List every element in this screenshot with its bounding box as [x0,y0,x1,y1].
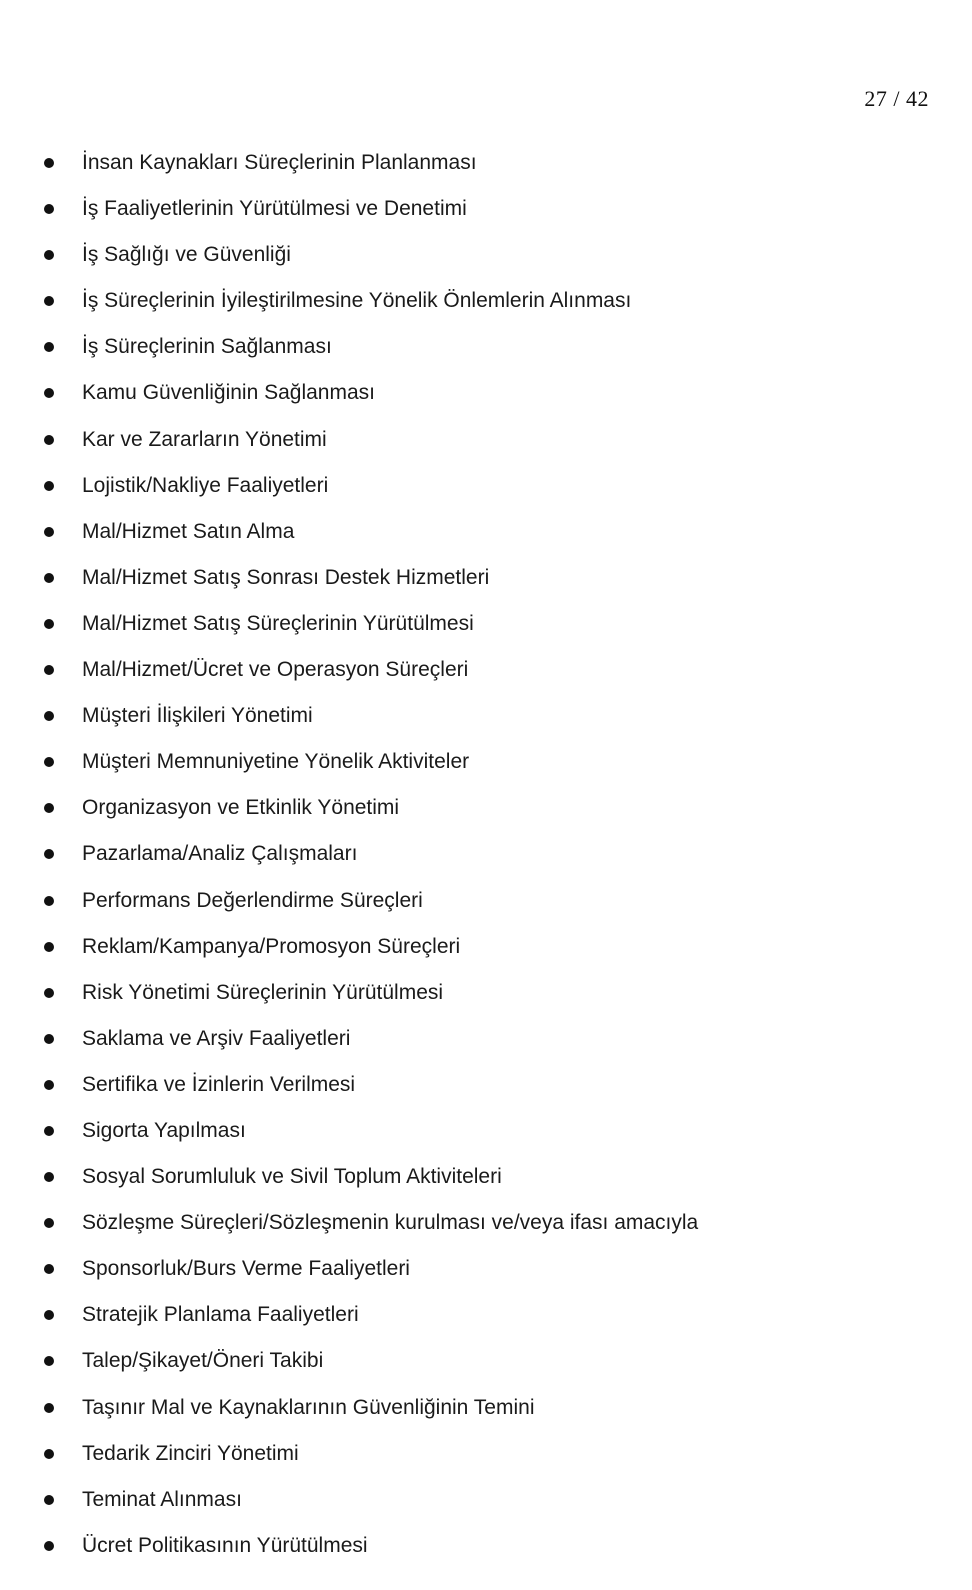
bullet-icon [44,388,54,398]
list-item [0,970,972,1016]
list-item [0,232,972,278]
list-item [0,1338,972,1384]
list-item-text: Teminat Alınması [82,1487,242,1511]
list-item-text: Mal/Hizmet Satış Süreçlerinin Yürütülmesi [82,611,474,635]
list-item-text: Sponsorluk/Burs Verme Faaliyetleri [82,1257,410,1281]
bullet-icon [44,849,54,859]
list-item [0,1431,972,1477]
list-item [0,831,972,877]
list-item [0,1523,972,1569]
list-item-text: Ücret Politikasının Yürütülmesi [82,1533,368,1557]
list-item [0,278,972,324]
list-item-text: Müşteri Memnuniyetine Yönelik Aktiviteler [82,750,470,774]
list-item-text: Mal/Hizmet/Ücret ve Operasyon Süreçleri [82,658,469,682]
bullet-icon [44,1449,54,1459]
bullet-icon [44,481,54,491]
list-item-text: Müşteri İlişkileri Yönetimi [82,704,313,728]
list-item-text: İş Süreçlerinin Sağlanması [82,335,332,359]
bullet-icon [44,1495,54,1505]
bullet-icon [44,342,54,352]
list-item-text: Saklama ve Arşiv Faaliyetleri [82,1026,351,1050]
list-item [0,1154,972,1200]
list-item [0,555,972,601]
bullet-icon [44,158,54,168]
list-item-text: Kamu Güvenliğinin Sağlanması [82,381,375,405]
list-item-text: Sertifika ve İzinlerin Verilmesi [82,1072,356,1096]
bullet-icon [44,250,54,260]
bullet-list [0,140,972,1569]
bullet-icon [44,1403,54,1413]
bullet-icon [44,296,54,306]
list-item [0,785,972,831]
page-number [864,86,929,112]
list-item-text: Pazarlama/Analiz Çalışmaları [82,842,358,866]
list-item-text: Sosyal Sorumluluk ve Sivil Toplum Aktiviteleri [82,1165,502,1189]
bullet-icon [44,527,54,537]
list-item-text: Kar ve Zararların Yönetimi [82,427,327,451]
list-item [0,1200,972,1246]
list-item-text: Reklam/Kampanya/Promosyon Süreçleri [82,934,461,958]
list-item [0,324,972,370]
list-item [0,1246,972,1292]
list-item [0,1477,972,1523]
list-item [0,647,972,693]
list-item [0,186,972,232]
bullet-icon [44,435,54,445]
page-separator: / [893,86,900,111]
list-item [0,140,972,186]
list-item-text: Taşınır Mal ve Kaynaklarının Güvenliğinin Temini [82,1395,535,1419]
list-item [0,1016,972,1062]
bullet-icon [44,1080,54,1090]
bullet-icon [44,1356,54,1366]
bullet-icon [44,1218,54,1228]
list-item [0,878,972,924]
list-item [0,601,972,647]
list-item [0,1385,972,1431]
bullet-icon [44,1172,54,1182]
bullet-icon [44,1264,54,1274]
bullet-icon [44,1310,54,1320]
bullet-icon [44,757,54,767]
bullet-icon [44,573,54,583]
list-item [0,739,972,785]
list-item-text: Mal/Hizmet Satın Alma [82,519,295,543]
list-item-text: İnsan Kaynakları Süreçlerinin Planlanması [82,151,477,174]
list-item-text: Lojistik/Nakliye Faaliyetleri [82,473,329,497]
list-item [0,509,972,555]
bullet-icon [44,1126,54,1136]
bullet-icon [44,711,54,721]
list-item [0,370,972,416]
bullet-icon [44,619,54,629]
list-item-text: Talep/Şikayet/Öneri Takibi [82,1349,324,1373]
list-item-text: Mal/Hizmet Satış Sonrası Destek Hizmetleri [82,565,490,589]
bullet-icon [44,803,54,813]
bullet-icon [44,1034,54,1044]
page-total: 42 [906,86,929,111]
page-current: 27 [864,86,888,111]
list-item [0,924,972,970]
list-item-text: Sözleşme Süreçleri/Sözleşmenin kurulması ve/veya ifası amacıyla [82,1211,699,1235]
list-item [0,417,972,463]
list-item-text: Tedarik Zinciri Yönetimi [82,1441,299,1465]
bullet-icon [44,1541,54,1551]
list-item [0,1108,972,1154]
bullet-icon [44,204,54,214]
list-item-text: Sigorta Yapılması [82,1118,246,1142]
list-item-text: İş Faaliyetlerinin Yürütülmesi ve Denetimi [82,197,467,221]
bullet-icon [44,665,54,675]
list-item-text: Performans Değerlendirme Süreçleri [82,888,423,912]
bullet-icon [44,896,54,906]
list-item-text: Organizasyon ve Etkinlik Yönetimi [82,796,400,820]
list-item-text: İş Süreçlerinin İyileştirilmesine Yönelik Önlemlerin Alınması [82,289,632,313]
list-item [0,463,972,509]
bullet-icon [44,942,54,952]
list-item [0,1292,972,1338]
list-item [0,1062,972,1108]
list-item-text: Stratejik Planlama Faaliyetleri [82,1303,359,1327]
list-item [0,693,972,739]
list-item-text: Risk Yönetimi Süreçlerinin Yürütülmesi [82,980,444,1004]
list-item-text: İş Sağlığı ve Güvenliği [82,243,291,267]
bullet-icon [44,988,54,998]
